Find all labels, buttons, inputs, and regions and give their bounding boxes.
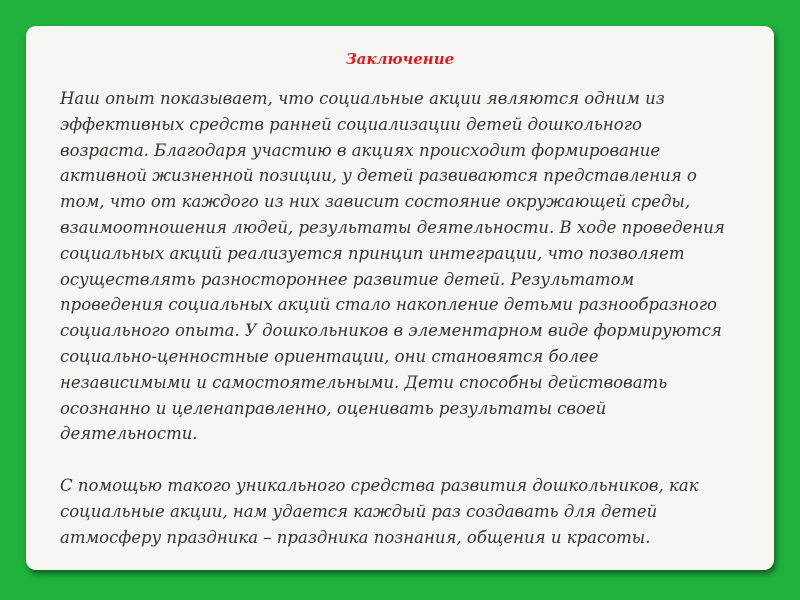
paragraph-experience: Наш опыт показывает, что социальные акции являются одним из эффективных средств ранней социализации детей дошкольного возраста. Благодаря участию в акциях происходит формирование активной жизненной позиции, у детей развиваются представления о том, что от каждого из них зависит состояние окружающей среды, взаимоотношения людей, результаты деятельности. В ходе проведения социальных акций реализуется принцип интеграции, что позволяет осуществлять разностороннее развитие детей. Результатом проведения социальных акций стало накопление детьми разнообразного социального опыта. У дошкольников в элементарном виде формируются социально-ценностные ориентации, они становятся более независимыми и самостоятельными. Дети способны действовать осознанно и целенаправленно, оценивать результаты своей деятельности. bbox=[60, 89, 725, 444]
slide-body bbox=[60, 86, 780, 550]
paragraph-atmosphere: С помощью такого уникального средства развития дошкольников, как социальные акции, нам удается каждый раз создавать для детей атмосферу праздника – праздника познания, общения и красоты. bbox=[60, 475, 699, 547]
slide-panel bbox=[26, 26, 774, 570]
slide-title: Заключение bbox=[345, 50, 455, 68]
